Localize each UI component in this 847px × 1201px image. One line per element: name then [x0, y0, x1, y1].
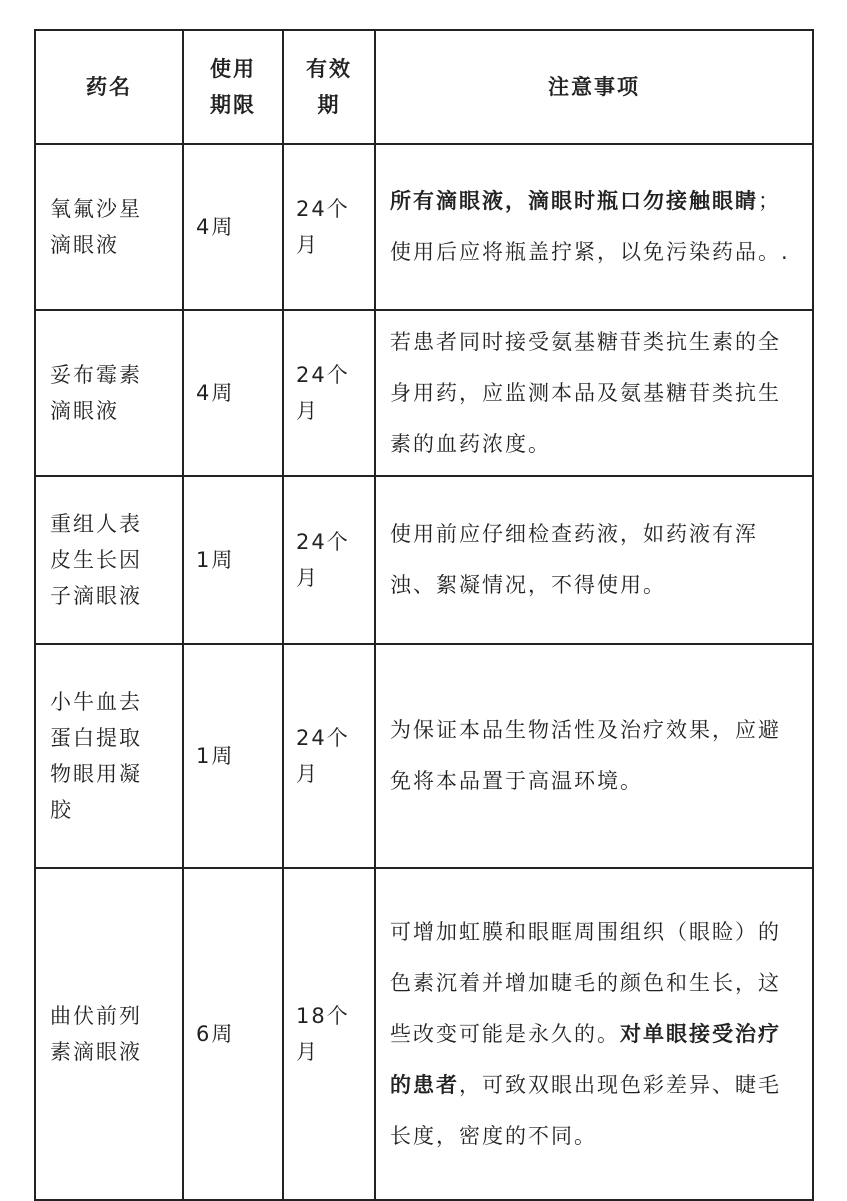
- usage-period-cell: 6周: [183, 868, 283, 1200]
- drug-table: [34, 29, 814, 1201]
- drug-name-cell: 重组人表 皮生长因 子滴眼液: [35, 476, 183, 644]
- table-row: [35, 144, 813, 310]
- notes-cell: 使用前应仔细检查药液，如药液有浑浊、絮凝情况，不得使用。: [375, 476, 813, 644]
- drug-name-cell: 小牛血去 蛋白提取 物眼用凝 胶: [35, 644, 183, 868]
- table-row: [35, 868, 813, 1200]
- usage-period-cell: 1周: [183, 644, 283, 868]
- expiry-cell: 24个 月: [283, 144, 375, 310]
- expiry-cell: 24个 月: [283, 476, 375, 644]
- usage-period-cell: 1周: [183, 476, 283, 644]
- header-notes: 注意事项: [375, 30, 813, 144]
- notes-cell: 可增加虹膜和眼眶周围组织（眼睑）的色素沉着并增加睫毛的颜色和生长，这些改变可能是永久的。对单眼接受治疗的患者，可致双眼出现色彩差异、睫毛长度，密度的不同。: [375, 868, 813, 1200]
- header-drug-name: 药名: [35, 30, 183, 144]
- table-row: [35, 310, 813, 476]
- expiry-cell: 18个 月: [283, 868, 375, 1200]
- usage-period-cell: 4周: [183, 144, 283, 310]
- notes-cell: 若患者同时接受氨基糖苷类抗生素的全身用药，应监测本品及氨基糖苷类抗生素的血药浓度。: [375, 310, 813, 476]
- table-row: [35, 476, 813, 644]
- header-row: [35, 30, 813, 144]
- drug-name-cell: 妥布霉素 滴眼液: [35, 310, 183, 476]
- table-row: [35, 644, 813, 868]
- header-expiry: 有效 期: [283, 30, 375, 144]
- expiry-cell: 24个 月: [283, 310, 375, 476]
- drug-name-cell: 曲伏前列 素滴眼液: [35, 868, 183, 1200]
- header-usage-period: 使用 期限: [183, 30, 283, 144]
- usage-period-cell: 4周: [183, 310, 283, 476]
- notes-cell: 为保证本品生物活性及治疗效果，应避免将本品置于高温环境。: [375, 644, 813, 868]
- notes-cell: 所有滴眼液，滴眼时瓶口勿接触眼睛；使用后应将瓶盖拧紧，以免污染药品。.: [375, 144, 813, 310]
- drug-name-cell: 氧氟沙星 滴眼液: [35, 144, 183, 310]
- expiry-cell: 24个 月: [283, 644, 375, 868]
